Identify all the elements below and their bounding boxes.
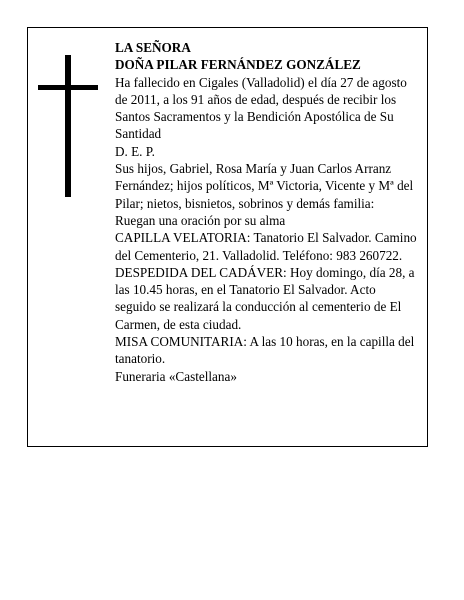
cross-icon	[38, 55, 98, 197]
mass-info: MISA COMUNITARIA: A las 10 horas, en la capilla del tanatorio.	[115, 334, 415, 367]
family-list: Sus hijos, Gabriel, Rosa María y Juan Carlos Arranz Fernández; hijos políticos, Mª Victoria, Vicente y Mª del Pilar; nietos, bisnietos, sobrinos y demás familia:	[115, 161, 414, 211]
rip-line: D. E. P.	[115, 143, 155, 159]
prayer-request: Ruegan una oración por su alma	[115, 212, 286, 228]
cross-horizontal-bar	[38, 85, 98, 90]
funeral-home: Funeraria «Castellana»	[115, 368, 237, 384]
farewell-info: DESPEDIDA DEL CADÁVER: Hoy domingo, día 28, a las 10.45 horas, en el Tanatorio El Salvador. Acto seguido se realizará la conducción al cementerio de El Carmen, de esta ciudad.	[115, 264, 415, 332]
notice-title: LA SEÑORA	[115, 40, 191, 55]
obituary-text	[115, 39, 420, 385]
chapel-info: CAPILLA VELATORIA: Tanatorio El Salvador. Camino del Cementerio, 21. Valladolid. Teléfono: 983 260722.	[115, 230, 417, 263]
cross-vertical-bar	[65, 55, 71, 197]
death-announcement: Ha fallecido en Cigales (Valladolid) el día 27 de agosto de 2011, a los 91 años de edad, después de recibir los Santos Sacramentos y la Bendición Apostólica de Su Santidad	[115, 74, 407, 142]
deceased-name: DOÑA PILAR FERNÁNDEZ GONZÁLEZ	[115, 57, 361, 73]
